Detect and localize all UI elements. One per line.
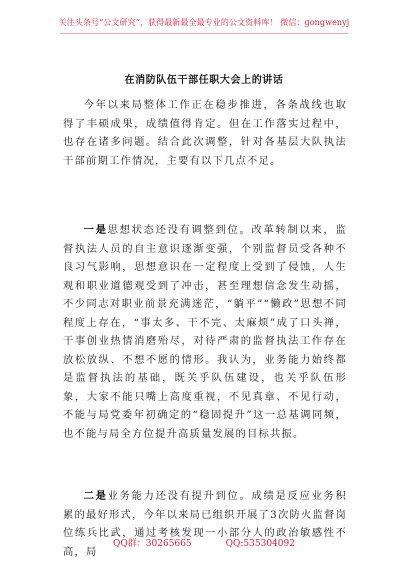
- header-banner: 关注头条号“公文研究”，获得最新最全最专业的公文资料库！ 微信：gongwenyj: [58, 18, 350, 27]
- header-divider: [60, 33, 348, 34]
- footer-qq-group: QQ群：30265665: [113, 539, 192, 549]
- paragraph-point-one-lead: 一是: [83, 224, 108, 236]
- paragraph-point-one-text: 思想状态还没有调整到位。改革转制以来，监督执法人员的自主意识逐渐变强，个别监督员受各种不良习气影响，思想意识在一定程度上受到了侵蚀，人生观和职业道德观受到了冲击，甚至理想信念发生动摇，不少同志对职业前景充满迷茫，“躺平”“懒政”思想不同程度上存在，“事太多、干不完、太麻烦”成了口头禅，干事创业热情消磨殆尽，对待严肃的监督执法工作存在放松放纵、不想不愿的情形。我认为，业务能力始终都是监督执法的基础，既关乎队伍建设，也关乎队伍形象，大家不能只嘴上高度重视，不见真章、不见行动，不能与局党委年初确定的“稳固提升”这一总基调同频，也不能与局全方位提升高质量发展的目标共振。: [63, 224, 348, 440]
- footer-contact: [0, 536, 408, 549]
- document-title: 在消防队伍干部任职大会上的讲话: [124, 75, 284, 86]
- paragraph-point-two-lead: 二是: [83, 490, 108, 502]
- footer-qq-number: QQ:535304092: [225, 539, 295, 549]
- paragraph-point-two-text: 业务能力还没有提升到位。成绩是反应业务积累的最好形式，今年以来局已组织开展了3次防火监督岗位练兵比武，通过考核发现一小部分人的政治敏感性不高，局: [63, 490, 348, 558]
- paragraph-point-one: [63, 221, 347, 443]
- paragraph-intro-text: 今年以来局整体工作正在稳步推进，各条战线也取得了丰硕成果，成绩值得肯定。但在工作落实过程中，也存在诸多问题。结合此次调整，针对各基层大队执法干部前期工作情况，主要有以下几点不足。: [63, 99, 347, 167]
- paragraph-intro: [63, 96, 347, 170]
- paragraph-point-two: [63, 487, 347, 561]
